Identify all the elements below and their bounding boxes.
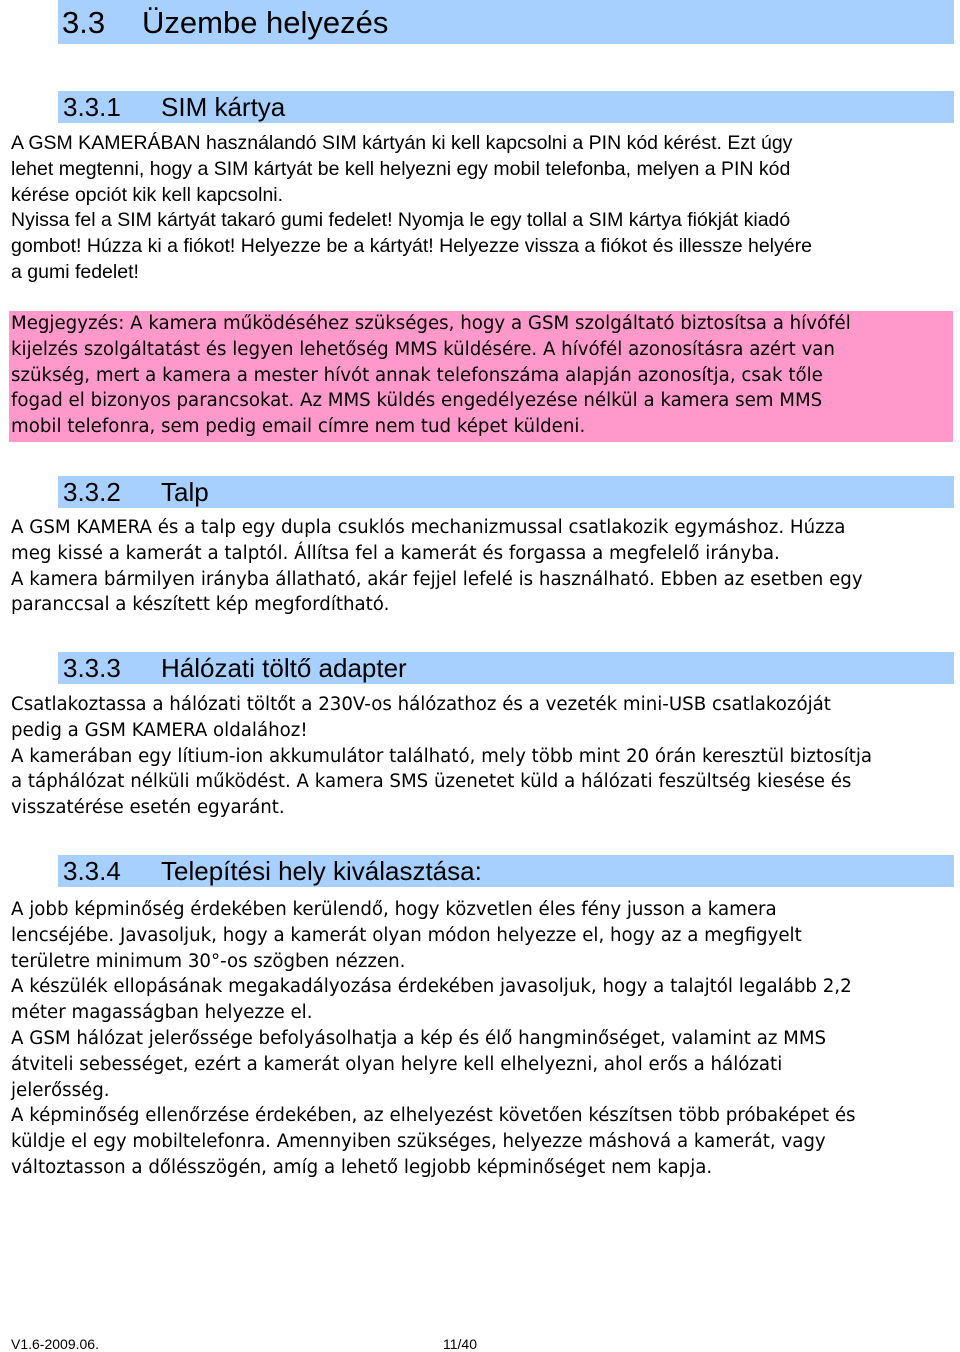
text-line: kijelzés szolgáltatást és legyen lehetőség MMS küldésére. A hívófél azonosításra azért van [11, 338, 835, 360]
text-line: paranccsal a készített kép megfordítható. [11, 594, 390, 616]
text-line: A készülék ellopásának megakadályozása érdekében javasoljuk, hogy a talajtól legalább 2,2 [11, 976, 852, 998]
text-line: kérése opciót kik kell kapcsolni. [11, 183, 284, 206]
section-number: 3.3.4 [63, 856, 121, 886]
text-line: A GSM KAMERÁBAN használandó SIM kártyán ki kell kapcsolni a PIN kód kérést. Ezt úgy [11, 132, 793, 154]
section-number: 3.3.1 [63, 92, 121, 122]
text-line: Csatlakoztassa a hálózati töltőt a 230V-os hálózathoz és a vezeték mini-USB csatlakozóját [11, 694, 831, 715]
text-line: A GSM KAMERA és a talp egy dupla csuklós mechanizmussal csatlakozik egymáshoz. Húzza [11, 517, 846, 538]
install-paragraph [11, 897, 951, 1181]
text-line: Nyissa fel a SIM kártyát takaró gumi fedelet! Nyomja le egy tollal a SIM kártya fiókját kiadó [11, 209, 791, 232]
section-title: Talp [161, 477, 209, 507]
text-line: gombot! Húzza ki a fiókot! Helyezze be a kártyát! Helyezze vissza a fiókot és illessze helyére [11, 235, 812, 258]
section-heading-3-3-4 [58, 855, 954, 887]
text-line: jelerősség. [11, 1079, 110, 1101]
text-line: a gumi fedelet! [11, 260, 139, 283]
section-heading-3-3-1 [58, 91, 954, 123]
footer-page-number: 11/40 [443, 1336, 477, 1352]
footer-version: V1.6-2009.06. [11, 1336, 99, 1352]
section-number: 3.3 [62, 4, 106, 40]
text-line: A kamera bármilyen irányba állatható, akár fejjel lefelé is használható. Ebben az esetben egy [11, 568, 863, 590]
section-number: 3.3.3 [63, 653, 121, 683]
sim-card-paragraph [11, 131, 951, 286]
text-line: küldje el egy mobiltelefonra. Amennyiben szükséges, helyezze máshová a kamerát, vagy [11, 1131, 826, 1153]
text-line: A GSM hálózat jelerőssége befolyásolhatja a kép és élő hangminőséget, valamint az MMS [11, 1027, 827, 1049]
text-line: mobil telefonra, sem pedig email címre nem tud képet küldeni. [11, 416, 586, 438]
text-line: A kamerában egy lítium-ion akkumulátor található, mely több mint 20 órán keresztül biztosítja [11, 745, 873, 767]
text-line: visszatérése esetén egyaránt. [11, 797, 285, 819]
text-line: lencséjébe. Javasoljuk, hogy a kamerát olyan módon helyezze el, hogy az a megfigyelt [11, 924, 802, 946]
text-line: Megjegyzés: A kamera működéséhez szükséges, hogy a GSM szolgáltató biztosítsa a hívófél [11, 313, 851, 334]
section-heading-3-3 [58, 0, 954, 44]
adapter-paragraph [11, 692, 951, 821]
text-line: A jobb képminőség érdekében kerülendő, hogy közvetlen éles fény jusson a kamera [11, 899, 777, 920]
section-title: Üzembe helyezés [142, 4, 389, 40]
text-line: fogad el bizonyos parancsokat. Az MMS küldés engedélyezése nélkül a kamera sem MMS [11, 390, 823, 412]
section-title: Hálózati töltő adapter [161, 653, 407, 683]
section-title: Telepítési hely kiválasztása: [161, 856, 482, 886]
section-number: 3.3.2 [63, 477, 121, 507]
section-heading-3-3-3 [58, 652, 954, 684]
text-line: meg kissé a kamerát a talptól. Állítsa fel a kamerát és forgassa a megfelelő irányba. [11, 542, 780, 564]
text-line: pedig a GSM KAMERA oldalához! [11, 719, 308, 741]
text-line: szükség, mert a kamera a mester hívót annak telefonszáma alapján azonosítja, csak tőle [11, 364, 823, 386]
text-line: a táphálózat nélküli működést. A kamera SMS üzenetet küld a hálózati feszültség kiesése és [11, 771, 852, 793]
text-line: lehet megtenni, hogy a SIM kártyát be kell helyezni egy mobil telefonba, melyen a PIN kód [11, 157, 791, 180]
text-line: méter magasságban helyezze el. [11, 1002, 313, 1024]
talp-paragraph [11, 515, 951, 618]
text-line: területre minimum 30°-os szögben nézzen. [11, 950, 406, 972]
text-line: átviteli sebességet, ezért a kamerát olyan helyre kell elhelyezni, ahol erős a hálózati [11, 1053, 783, 1075]
section-heading-3-3-2 [58, 476, 954, 508]
note-box [9, 311, 953, 442]
text-line: A képminőség ellenőrzése érdekében, az elhelyezést követően készítsen több próbaképet és [11, 1105, 856, 1127]
text-line: változtasson a dőlésszögén, amíg a lehető legjobb képminőséget nem kapja. [11, 1156, 713, 1178]
section-title: SIM kártya [161, 92, 286, 122]
